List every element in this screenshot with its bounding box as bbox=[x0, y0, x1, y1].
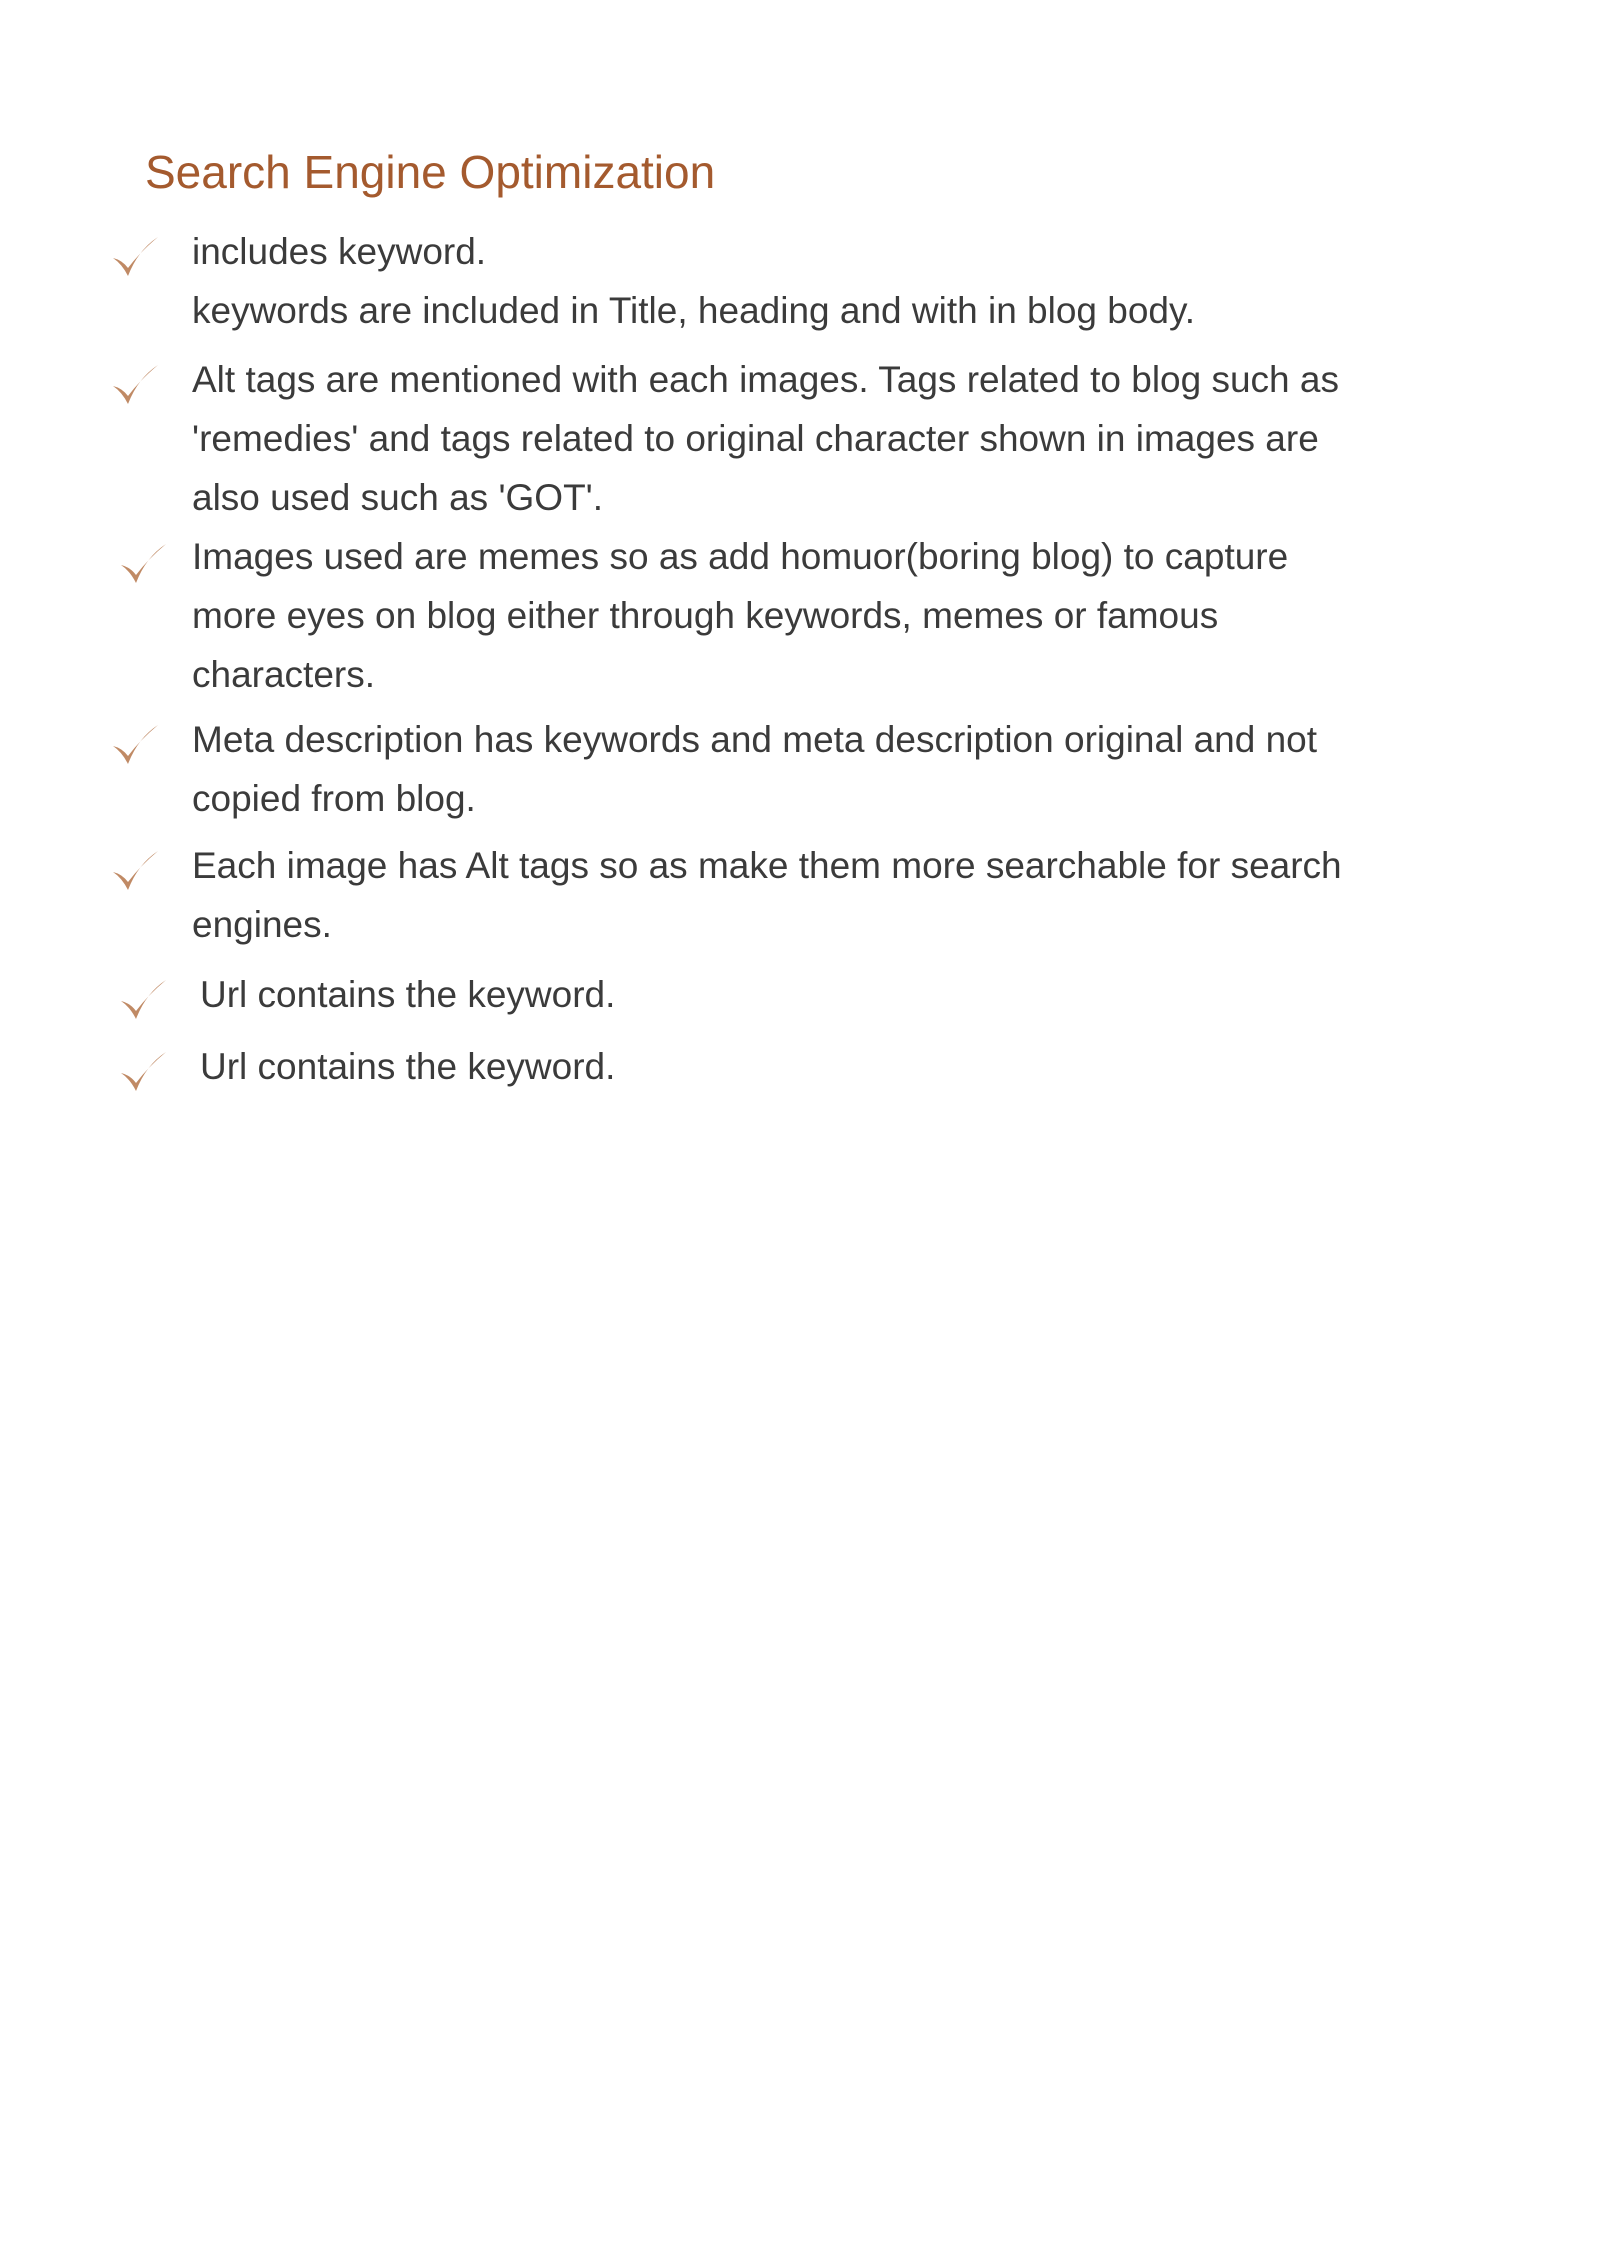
list-item-line: Images used are memes so as add homuor(boring blog) to capture bbox=[192, 536, 1289, 577]
list-item-line: Meta description has keywords and meta description original and not bbox=[192, 719, 1318, 760]
checkmark-icon bbox=[110, 722, 160, 768]
list-item-line: engines. bbox=[192, 904, 332, 945]
list-item-line: 'remedies' and tags related to original character shown in images are bbox=[192, 418, 1319, 459]
list-item-line: copied from blog. bbox=[192, 778, 476, 819]
checkmark-icon bbox=[110, 362, 160, 408]
list-item-text bbox=[200, 1037, 1550, 1096]
list-item-text bbox=[192, 222, 1542, 340]
list-item-text bbox=[192, 527, 1542, 704]
list-item-text bbox=[200, 965, 1550, 1024]
list-item-line: Url contains the keyword. bbox=[200, 974, 616, 1015]
list-item-line: Each image has Alt tags so as make them more searchable for search bbox=[192, 845, 1342, 886]
checkmark-icon bbox=[118, 977, 168, 1023]
list-item-line: Alt tags are mentioned with each images. Tags related to blog such as bbox=[192, 359, 1339, 400]
list-item-line: characters. bbox=[192, 654, 376, 695]
list-item-text bbox=[192, 350, 1542, 527]
checkmark-icon bbox=[110, 234, 160, 280]
list-item-line: also used such as 'GOT'. bbox=[192, 477, 604, 518]
list-item-text bbox=[192, 836, 1542, 954]
checkmark-icon bbox=[110, 848, 160, 894]
list-item-line: keywords are included in Title, heading and with in blog body. bbox=[192, 290, 1196, 331]
checkmark-icon bbox=[118, 1049, 168, 1095]
page-title: Search Engine Optimization bbox=[145, 146, 716, 198]
list-item-text bbox=[192, 710, 1542, 828]
checkmark-icon bbox=[118, 541, 168, 587]
list-item-line: includes keyword. bbox=[192, 231, 487, 272]
list-item-line: more eyes on blog either through keywords, memes or famous bbox=[192, 595, 1219, 636]
list-item-line: Url contains the keyword. bbox=[200, 1046, 616, 1087]
